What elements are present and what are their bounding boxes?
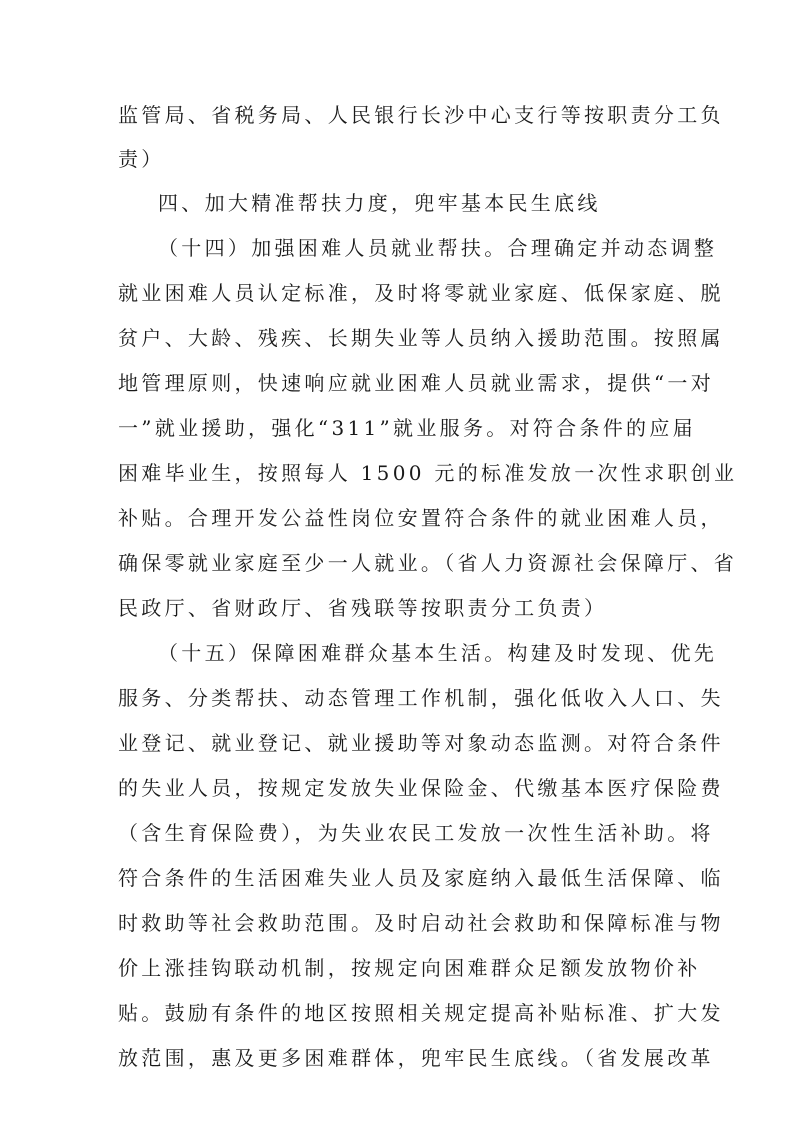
body-text-line: 贴。鼓励有条件的地区按照相关规定提高补贴标准、扩大发 [118, 1001, 724, 1025]
body-text-line: 监管局、省税务局、人民银行长沙中心支行等按职责分工负 [118, 103, 724, 127]
paragraph-heading: （十五）保障困难群众基本生活。构建及时发现、优先 [158, 641, 718, 665]
body-text-line: 贫户、大龄、残疾、长期失业等人员纳入援助范围。按照属 [118, 326, 724, 350]
body-text-line: 的失业人员，按规定发放失业保险金、代缴基本医疗保险费 [118, 776, 724, 800]
body-text-line: 符合条件的生活困难失业人员及家庭纳入最低生活保障、临 [118, 866, 724, 890]
body-text-line: 民政厅、省财政厅、省残联等按职责分工负责） [118, 596, 608, 620]
section-heading: 四、加大精准帮扶力度，兜牢基本民生底线 [158, 191, 601, 215]
body-text-line: 就业困难人员认定标准，及时将零就业家庭、低保家庭、脱 [118, 281, 724, 305]
body-text-line: 地管理原则，快速响应就业困难人员就业需求，提供“一对 [118, 371, 715, 395]
body-text-line: 业登记、就业登记、就业援助等对象动态监测。对符合条件 [118, 731, 724, 755]
body-text-line: 时救助等社会救助范围。及时启动社会救助和保障标准与物 [118, 911, 724, 935]
body-text-line: 一”就业援助，强化“311”就业服务。对符合条件的应届 [118, 416, 696, 440]
body-text-line: 确保零就业家庭至少一人就业。（省人力资源社会保障厅、省 [118, 551, 738, 575]
paragraph-heading: （十四）加强困难人员就业帮扶。合理确定并动态调整 [158, 236, 718, 260]
body-text-line: 补贴。合理开发公益性岗位安置符合条件的就业困难人员， [118, 506, 724, 530]
body-text-line: 价上涨挂钩联动机制，按规定向困难群众足额发放物价补 [118, 956, 701, 980]
body-text-line: 放范围，惠及更多困难群体，兜牢民生底线。（省发展改革 [118, 1046, 714, 1070]
body-text-line: 服务、分类帮扶、动态管理工作机制，强化低收入人口、失 [118, 686, 724, 710]
body-text-line: 责） [118, 147, 165, 171]
body-text-line: 困难毕业生，按照每人 1500 元的标准发放一次性求职创业 [118, 461, 738, 485]
body-text-line: （含生育保险费），为失业农民工发放一次性生活补助。将 [118, 821, 714, 845]
